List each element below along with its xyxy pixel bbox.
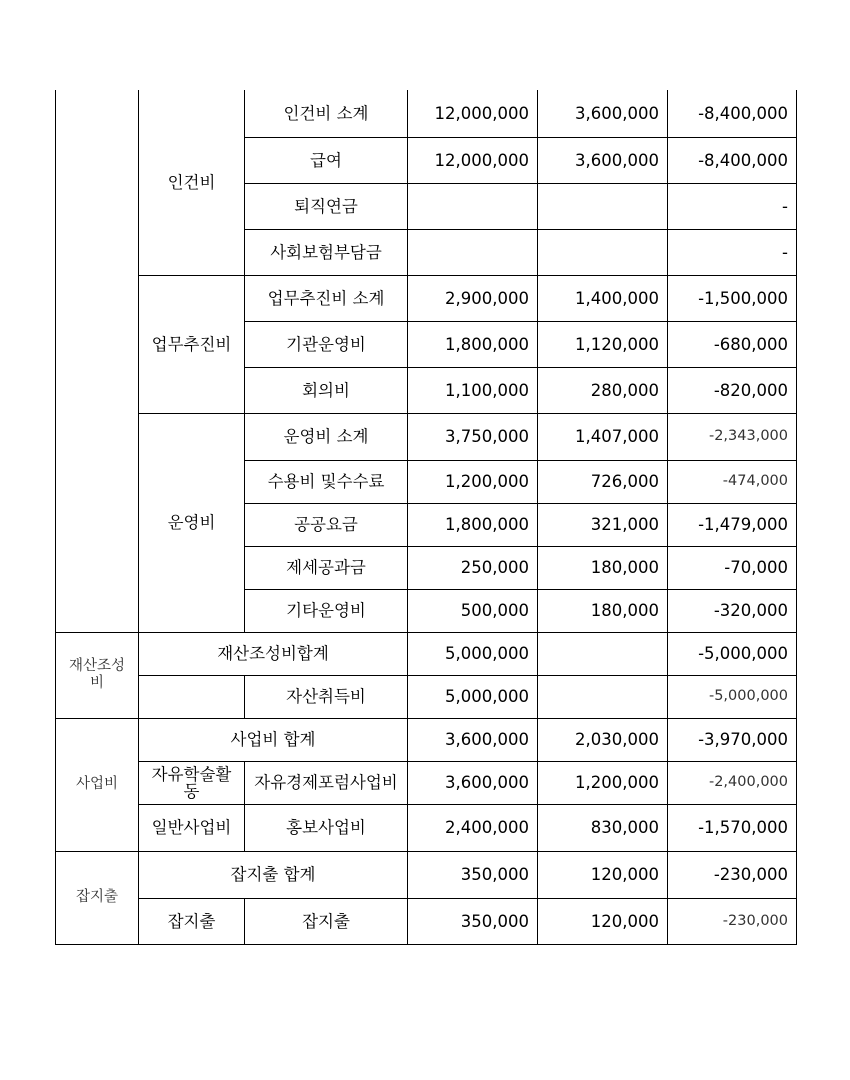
item-cell: 공공요금: [245, 503, 408, 546]
budget-table: [55, 90, 797, 945]
budget-cell: 2,900,000: [408, 275, 538, 321]
actual-cell: 3,600,000: [538, 90, 668, 137]
budget-cell: 12,000,000: [408, 90, 538, 137]
table-row: [56, 675, 797, 718]
actual-cell: 180,000: [538, 589, 668, 632]
actual-cell: 726,000: [538, 460, 668, 503]
table-row: [56, 632, 797, 675]
group-cell: 업무추진비: [139, 275, 245, 413]
item-cell: 급여: [245, 137, 408, 183]
diff-cell: -: [668, 229, 797, 275]
table-row: [56, 851, 797, 898]
diff-cell: -5,000,000: [668, 632, 797, 675]
actual-cell: 180,000: [538, 546, 668, 589]
actual-cell: 1,407,000: [538, 413, 668, 460]
item-cell: 제세공과금: [245, 546, 408, 589]
item-cell: 잡지출: [245, 898, 408, 944]
item-cell: 수용비 및수수료: [245, 460, 408, 503]
item-cell: 회의비: [245, 367, 408, 413]
budget-cell: 250,000: [408, 546, 538, 589]
diff-cell: -1,570,000: [668, 804, 797, 851]
item-cell: 홍보사업비: [245, 804, 408, 851]
diff-cell: -1,500,000: [668, 275, 797, 321]
category-cell: [56, 90, 139, 632]
table-row: [56, 90, 797, 137]
table-row: [56, 898, 797, 944]
actual-cell: 120,000: [538, 851, 668, 898]
subtotal-label-cell: 잡지출 합계: [139, 851, 408, 898]
diff-cell: -474,000: [668, 460, 797, 503]
actual-cell: 2,030,000: [538, 718, 668, 761]
group-cell: 운영비: [139, 413, 245, 632]
diff-cell: -2,343,000: [668, 413, 797, 460]
actual-cell: 3,600,000: [538, 137, 668, 183]
table-row: [56, 413, 797, 460]
budget-cell: 350,000: [408, 898, 538, 944]
group-cell: 인건비: [139, 90, 245, 275]
item-cell: 사회보험부담금: [245, 229, 408, 275]
budget-cell: 1,200,000: [408, 460, 538, 503]
diff-cell: -5,000,000: [668, 675, 797, 718]
category-cell: 재산조성비: [56, 632, 139, 718]
category-cell: 사업비: [56, 718, 139, 851]
item-cell: 자유경제포럼사업비: [245, 761, 408, 804]
table-row: [56, 275, 797, 321]
budget-cell: [408, 183, 538, 229]
item-cell: 기타운영비: [245, 589, 408, 632]
budget-cell: 3,600,000: [408, 718, 538, 761]
group-cell: 자유학술활동: [139, 761, 245, 804]
group-cell: [139, 675, 245, 718]
diff-cell: -820,000: [668, 367, 797, 413]
actual-cell: [538, 675, 668, 718]
budget-cell: 2,400,000: [408, 804, 538, 851]
item-cell: 운영비 소계: [245, 413, 408, 460]
actual-cell: 120,000: [538, 898, 668, 944]
table-row: [56, 718, 797, 761]
budget-cell: 3,750,000: [408, 413, 538, 460]
budget-cell: 5,000,000: [408, 632, 538, 675]
budget-cell: 5,000,000: [408, 675, 538, 718]
subtotal-label-cell: 재산조성비합계: [139, 632, 408, 675]
diff-cell: -2,400,000: [668, 761, 797, 804]
actual-cell: 280,000: [538, 367, 668, 413]
diff-cell: -3,970,000: [668, 718, 797, 761]
diff-cell: -8,400,000: [668, 90, 797, 137]
budget-cell: 500,000: [408, 589, 538, 632]
actual-cell: 1,200,000: [538, 761, 668, 804]
item-cell: 기관운영비: [245, 321, 408, 367]
diff-cell: -230,000: [668, 851, 797, 898]
item-cell: 퇴직연금: [245, 183, 408, 229]
item-cell: 업무추진비 소계: [245, 275, 408, 321]
actual-cell: [538, 229, 668, 275]
actual-cell: 830,000: [538, 804, 668, 851]
budget-cell: 350,000: [408, 851, 538, 898]
diff-cell: -1,479,000: [668, 503, 797, 546]
budget-cell: 1,100,000: [408, 367, 538, 413]
budget-cell: 3,600,000: [408, 761, 538, 804]
category-cell: 잡지출: [56, 851, 139, 944]
budget-cell: [408, 229, 538, 275]
diff-cell: -: [668, 183, 797, 229]
actual-cell: 321,000: [538, 503, 668, 546]
budget-cell: 1,800,000: [408, 321, 538, 367]
table-row: [56, 804, 797, 851]
item-cell: 인건비 소계: [245, 90, 408, 137]
actual-cell: [538, 632, 668, 675]
group-cell: 일반사업비: [139, 804, 245, 851]
diff-cell: -8,400,000: [668, 137, 797, 183]
diff-cell: -70,000: [668, 546, 797, 589]
group-cell: 잡지출: [139, 898, 245, 944]
actual-cell: [538, 183, 668, 229]
budget-cell: 1,800,000: [408, 503, 538, 546]
table-row: [56, 761, 797, 804]
diff-cell: -680,000: [668, 321, 797, 367]
subtotal-label-cell: 사업비 합계: [139, 718, 408, 761]
diff-cell: -320,000: [668, 589, 797, 632]
actual-cell: 1,120,000: [538, 321, 668, 367]
item-cell: 자산취득비: [245, 675, 408, 718]
budget-cell: 12,000,000: [408, 137, 538, 183]
diff-cell: -230,000: [668, 898, 797, 944]
actual-cell: 1,400,000: [538, 275, 668, 321]
